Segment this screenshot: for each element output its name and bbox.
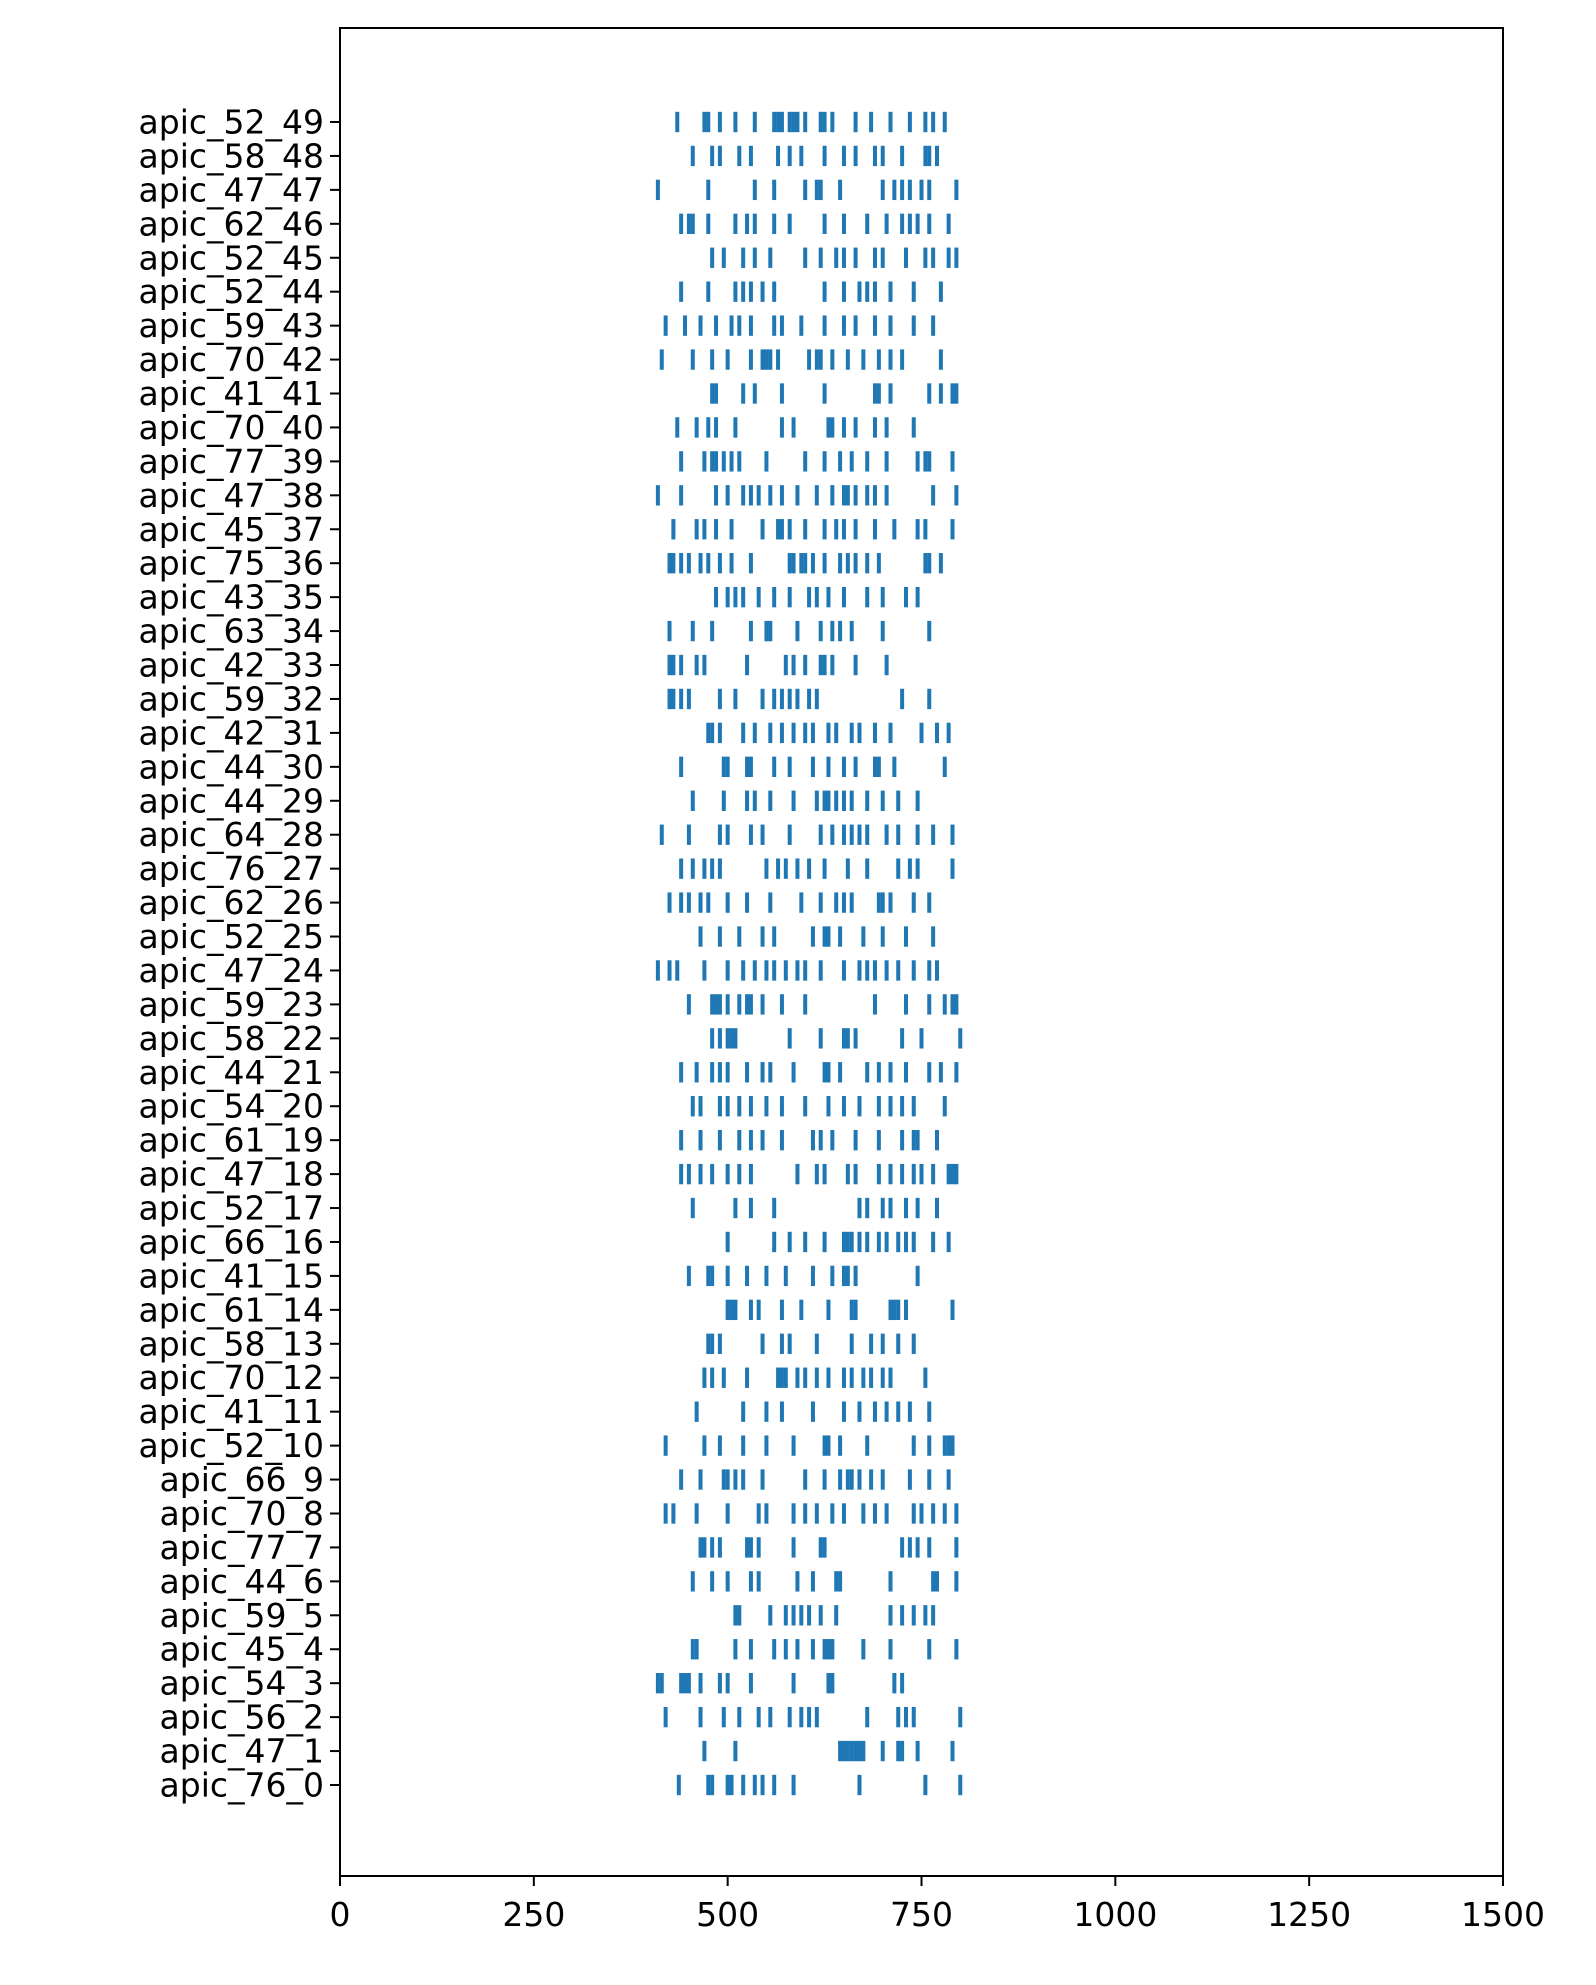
x-tick-label: 1250 bbox=[1267, 1895, 1352, 1934]
y-tick-label: apic_42_33 bbox=[138, 645, 324, 685]
y-tick-label: apic_59_43 bbox=[138, 306, 324, 346]
y-tick-label: apic_54_3 bbox=[159, 1663, 324, 1703]
y-tick-label: apic_47_38 bbox=[138, 475, 324, 515]
y-tick-label: apic_58_48 bbox=[138, 136, 324, 176]
y-tick-label: apic_66_9 bbox=[159, 1460, 324, 1500]
x-tick-label: 0 bbox=[329, 1895, 351, 1934]
y-tick-label: apic_45_4 bbox=[159, 1629, 324, 1669]
y-tick-label: apic_41_15 bbox=[138, 1256, 324, 1296]
y-tick-label: apic_52_49 bbox=[138, 102, 324, 142]
y-tick-label: apic_75_36 bbox=[138, 543, 324, 583]
y-tick-label: apic_52_45 bbox=[138, 238, 324, 278]
y-tick-label: apic_47_24 bbox=[138, 950, 324, 990]
y-tick-label: apic_61_14 bbox=[138, 1290, 324, 1330]
y-tick-label: apic_52_10 bbox=[138, 1426, 324, 1466]
y-tick-label: apic_59_32 bbox=[138, 679, 324, 719]
y-tick-label: apic_41_41 bbox=[138, 374, 324, 414]
x-tick-label: 250 bbox=[502, 1895, 566, 1934]
x-tick-label: 750 bbox=[890, 1895, 953, 1934]
y-tick-label: apic_61_19 bbox=[138, 1120, 324, 1160]
y-tick-label: apic_47_18 bbox=[138, 1154, 324, 1194]
y-tick-label: apic_47_47 bbox=[138, 170, 324, 210]
y-tick-label: apic_41_11 bbox=[138, 1392, 324, 1432]
x-tick-label: 1500 bbox=[1461, 1895, 1545, 1934]
y-tick-label: apic_70_42 bbox=[138, 340, 324, 380]
y-tick-label: apic_44_21 bbox=[138, 1052, 324, 1092]
y-tick-label: apic_62_46 bbox=[138, 204, 324, 244]
y-tick-label: apic_62_26 bbox=[138, 883, 324, 923]
y-tick-label: apic_56_2 bbox=[159, 1697, 324, 1737]
y-tick-label: apic_58_22 bbox=[138, 1018, 324, 1058]
y-tick-label: apic_64_28 bbox=[138, 815, 324, 855]
y-tick-label: apic_70_12 bbox=[138, 1358, 324, 1398]
y-tick-label: apic_52_25 bbox=[138, 917, 324, 957]
x-tick-label: 500 bbox=[696, 1895, 760, 1934]
y-tick-label: apic_45_37 bbox=[138, 509, 324, 549]
y-tick-label: apic_44_6 bbox=[159, 1561, 324, 1601]
y-tick-label: apic_77_39 bbox=[138, 441, 324, 481]
y-tick-label: apic_66_16 bbox=[138, 1222, 324, 1262]
spike-train-apic_62_26 bbox=[670, 892, 930, 912]
y-tick-label: apic_42_31 bbox=[138, 713, 324, 753]
y-tick-label: apic_70_8 bbox=[159, 1493, 324, 1533]
y-tick-label: apic_43_35 bbox=[138, 577, 324, 617]
y-tick-label: apic_59_5 bbox=[159, 1595, 324, 1635]
y-tick-label: apic_77_7 bbox=[159, 1527, 324, 1567]
y-axis bbox=[139, 103, 340, 1805]
y-tick-label: apic_44_30 bbox=[138, 747, 324, 787]
y-tick-label: apic_47_1 bbox=[159, 1731, 324, 1771]
y-tick-label: apic_59_23 bbox=[138, 984, 324, 1024]
y-tick-label: apic_76_27 bbox=[138, 849, 324, 889]
y-tick-label: apic_76_0 bbox=[159, 1765, 324, 1805]
y-tick-label: apic_52_44 bbox=[138, 272, 324, 312]
y-tick-label: apic_63_34 bbox=[138, 611, 324, 651]
x-tick-label: 1000 bbox=[1073, 1895, 1158, 1934]
y-tick-label: apic_52_17 bbox=[138, 1188, 324, 1228]
y-tick-label: apic_70_40 bbox=[138, 407, 324, 447]
y-tick-label: apic_54_20 bbox=[138, 1086, 324, 1126]
y-tick-label: apic_58_13 bbox=[138, 1324, 324, 1364]
y-tick-label: apic_44_29 bbox=[138, 781, 324, 821]
